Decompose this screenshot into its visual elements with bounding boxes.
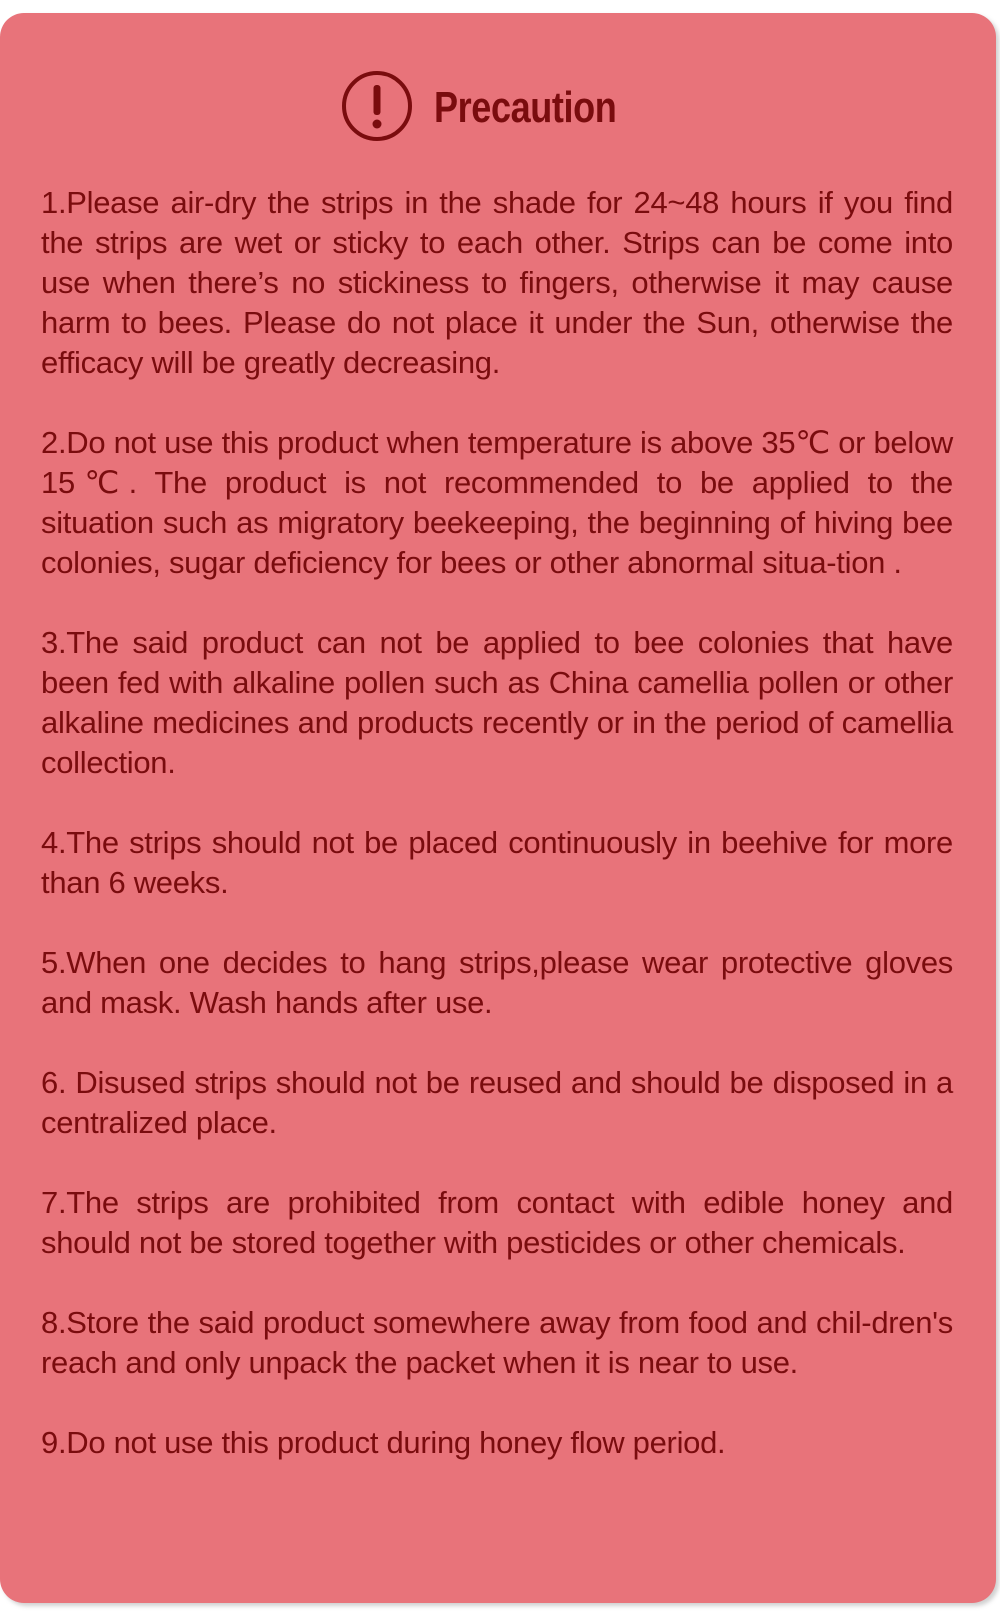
- precaution-item-3: 3.The said product can not be applied to bee colonies that have been fed with alkaline pollen such as China camellia pollen or other alkaline medicines and products recently or in the period of camellia collection.: [41, 625, 953, 780]
- page-title: Precaution: [433, 83, 617, 132]
- precaution-header: [0, 61, 996, 151]
- precaution-item-5: 5.When one decides to hang strips,please wear protective gloves and mask. Wash hands after use.: [41, 945, 953, 1020]
- precaution-item-2: 2.Do not use this product when temperature is above 35℃ or below 15℃. The product is not recommended to be applied to the situation such as migratory beekeeping, the beginning of hiving bee colonies, sugar deficiency for bees or other abnormal situa-tion .: [41, 425, 953, 580]
- precaution-list: [41, 183, 953, 1463]
- precaution-item-8: 8.Store the said product somewhere away from food and chil-dren's reach and only unpack the packet when it is near to use.: [41, 1305, 953, 1380]
- precaution-item-9: 9.Do not use this product during honey flow period.: [41, 1425, 726, 1460]
- precaution-item-6: 6. Disused strips should not be reused and should be disposed in a centralized place.: [41, 1065, 953, 1140]
- precaution-item-1: 1.Please air-dry the strips in the shade for 24~48 hours if you find the strips are wet or sticky to each other. Strips can be come into use when there’s no stickiness to fingers, otherwise it may cause harm to bees. Please do not place it under the Sun, otherwise the efficacy will be greatly decreasing.: [41, 185, 953, 380]
- exclamation-circle-icon: [340, 69, 414, 143]
- precaution-item-4: 4.The strips should not be placed continuously in beehive for more than 6 weeks.: [41, 825, 953, 900]
- precaution-card: [0, 13, 996, 1603]
- precaution-item-7: 7.The strips are prohibited from contact with edible honey and should not be stored together with pesticides or other chemicals.: [41, 1185, 953, 1260]
